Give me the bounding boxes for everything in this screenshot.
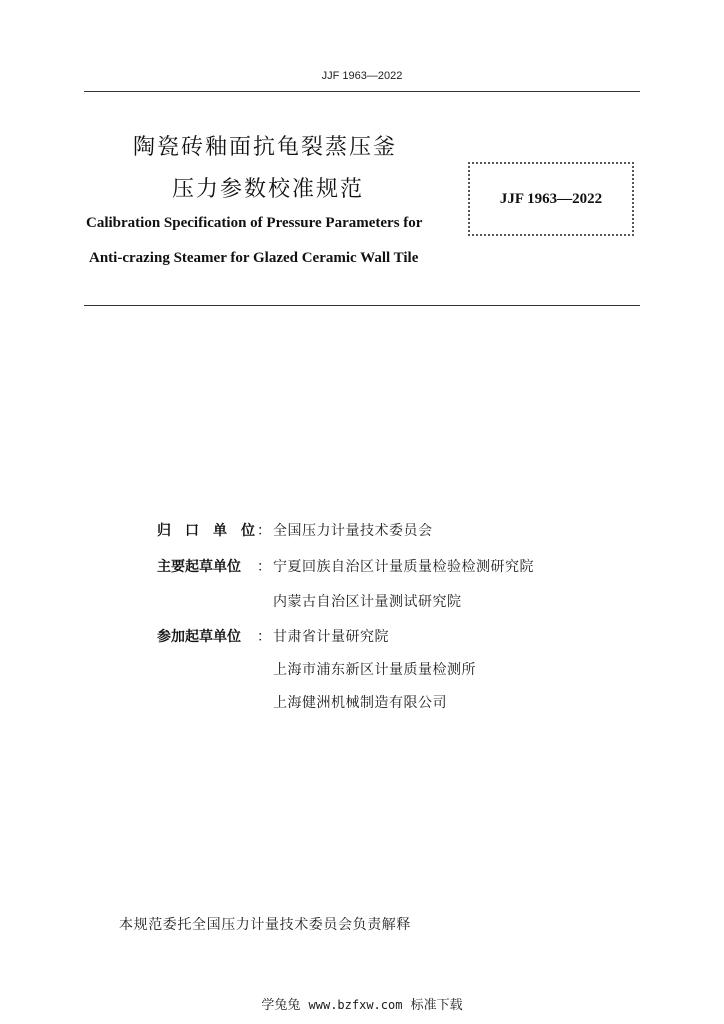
responsible-unit-colon: ： <box>257 523 271 539</box>
main-drafting-unit-2: 内蒙古自治区计量测试研究院 <box>273 594 462 610</box>
title-rule <box>84 305 640 306</box>
participating-units-colon: ： <box>257 629 271 645</box>
footer-url[interactable]: www.bzfxw.com <box>308 998 403 1012</box>
title-cn-line1: 陶瓷砖釉面抗龟裂蒸压釜 <box>133 135 398 160</box>
participating-units-label: 参加起草单位 <box>157 629 241 645</box>
title-cn-line2: 压力参数校准规范 <box>172 177 365 202</box>
standard-code-box <box>468 162 634 236</box>
participating-unit-2: 上海市浦东新区计量质量检测所 <box>273 662 476 678</box>
title-en-line1: Calibration Specification of Pressure Parameters for <box>86 215 423 231</box>
header-standard-code: JJF 1963—2022 <box>321 70 403 82</box>
title-en-line2: Anti-crazing Steamer for Glazed Ceramic Wall Tile <box>89 250 419 266</box>
footer <box>0 994 724 1013</box>
main-drafting-unit-1: 宁夏回族自治区计量质量检验检测研究院 <box>273 559 534 575</box>
participating-unit-1: 甘肃省计量研究院 <box>273 629 389 645</box>
footer-tagline: 标准下载 <box>410 998 463 1013</box>
interpretation-note: 本规范委托全国压力计量技术委员会负责解释 <box>119 917 411 933</box>
responsible-unit-value: 全国压力计量技术委员会 <box>273 523 433 539</box>
header-rule <box>84 91 640 92</box>
main-drafting-units-label: 主要起草单位 <box>157 559 241 575</box>
footer-site-name: 学兔兔 <box>261 998 301 1013</box>
standard-code: JJF 1963—2022 <box>499 190 603 207</box>
main-drafting-units-colon: ： <box>257 559 271 575</box>
responsible-unit-label: 归 口 单 位 <box>157 523 255 539</box>
participating-unit-3: 上海健洲机械制造有限公司 <box>273 695 447 711</box>
